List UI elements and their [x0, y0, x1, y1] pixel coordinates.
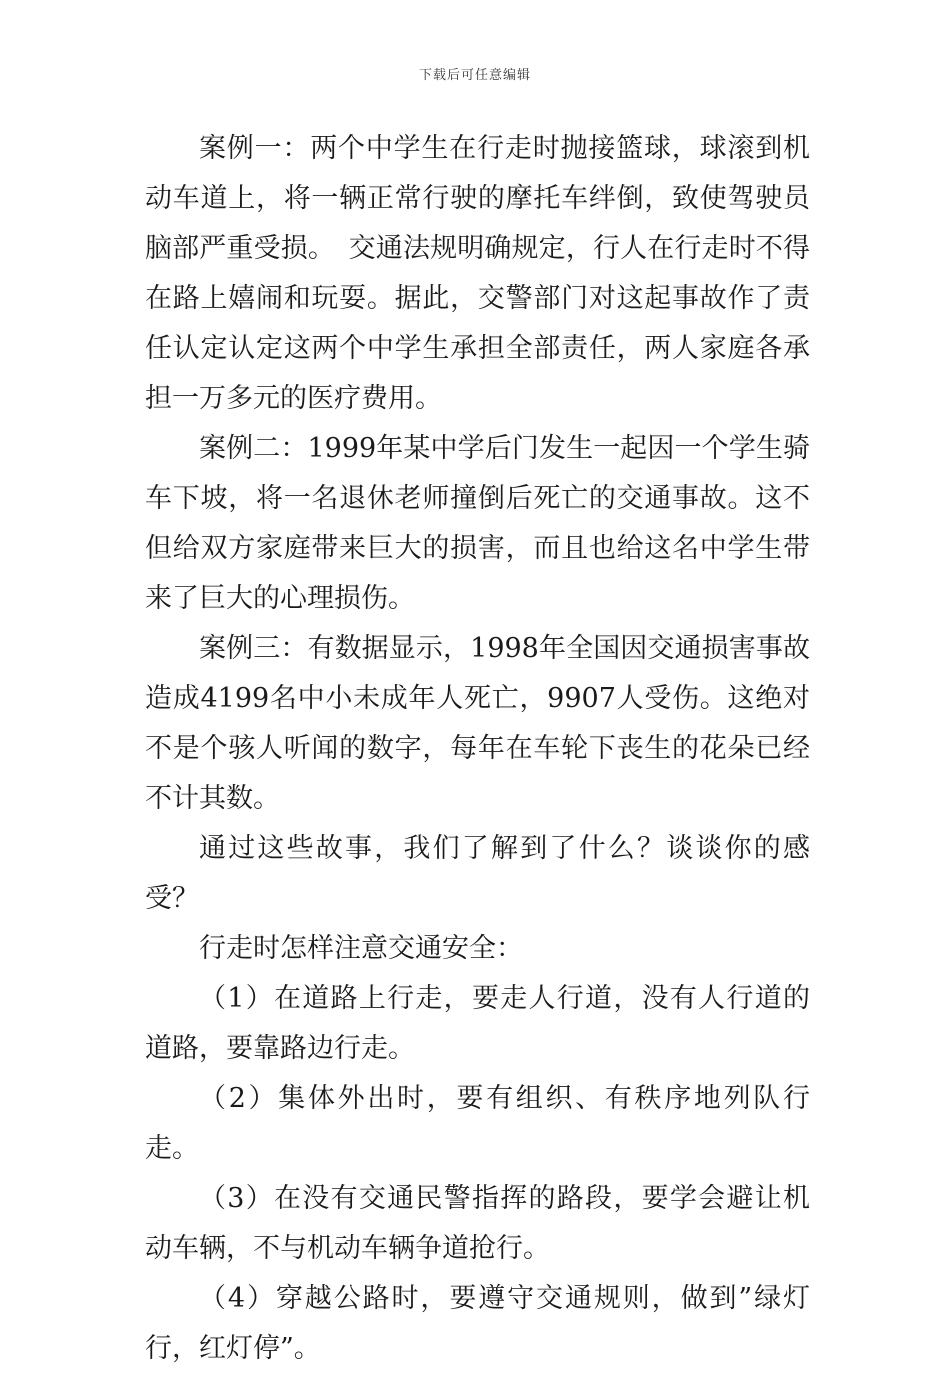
- list-item-rule-2: （2）集体外出时，要有组织、有秩序地列队行走。: [145, 1083, 810, 1164]
- list-item-rule-1: （1）在道路上行走，要走人行道，没有人行道的道路，要靠路边行走。: [145, 983, 810, 1064]
- paragraph-question: 通过这些故事，我们了解到了什么？谈谈你的感受？: [145, 833, 810, 914]
- paragraph-case-three: 案例三：有数据显示，1998年全国因交通损害事故造成4199名中小未成年人死亡，9907人受伤。这绝对不是个骇人听闻的数字，每年在车轮下丧生的花朵已经不计其数。: [145, 633, 810, 814]
- document-body: [145, 124, 810, 1374]
- paragraph-case-one: 案例一：两个中学生在行走时抛接篮球，球滚到机动车道上，将一辆正常行驶的摩托车绊倒，致使驾驶员脑部严重受损。 交通法规明确规定，行人在行走时不得在路上嬉闹和玩耍。据此，交警部门对这起事故作了责任认定认定这两个中学生承担全部责任，两人家庭各承担一万多元的医疗费用。: [145, 133, 810, 414]
- paragraph-safety-heading: 行走时怎样注意交通安全：: [199, 933, 523, 964]
- paragraph-case-two: 案例二：1999年某中学后门发生一起因一个学生骑车下坡，将一名退休老师撞倒后死亡的交通事故。这不但给双方家庭带来巨大的损害，而且也给这名中学生带来了巨大的心理损伤。: [145, 433, 810, 614]
- page-header: 下载后可任意编辑: [418, 68, 531, 83]
- list-item-rule-3: （3）在没有交通民警指挥的路段，要学会避让机动车辆，不与机动车辆争道抢行。: [145, 1183, 810, 1264]
- list-item-rule-4: （4）穿越公路时，要遵守交通规则，做到”绿灯行，红灯停”。: [145, 1283, 810, 1364]
